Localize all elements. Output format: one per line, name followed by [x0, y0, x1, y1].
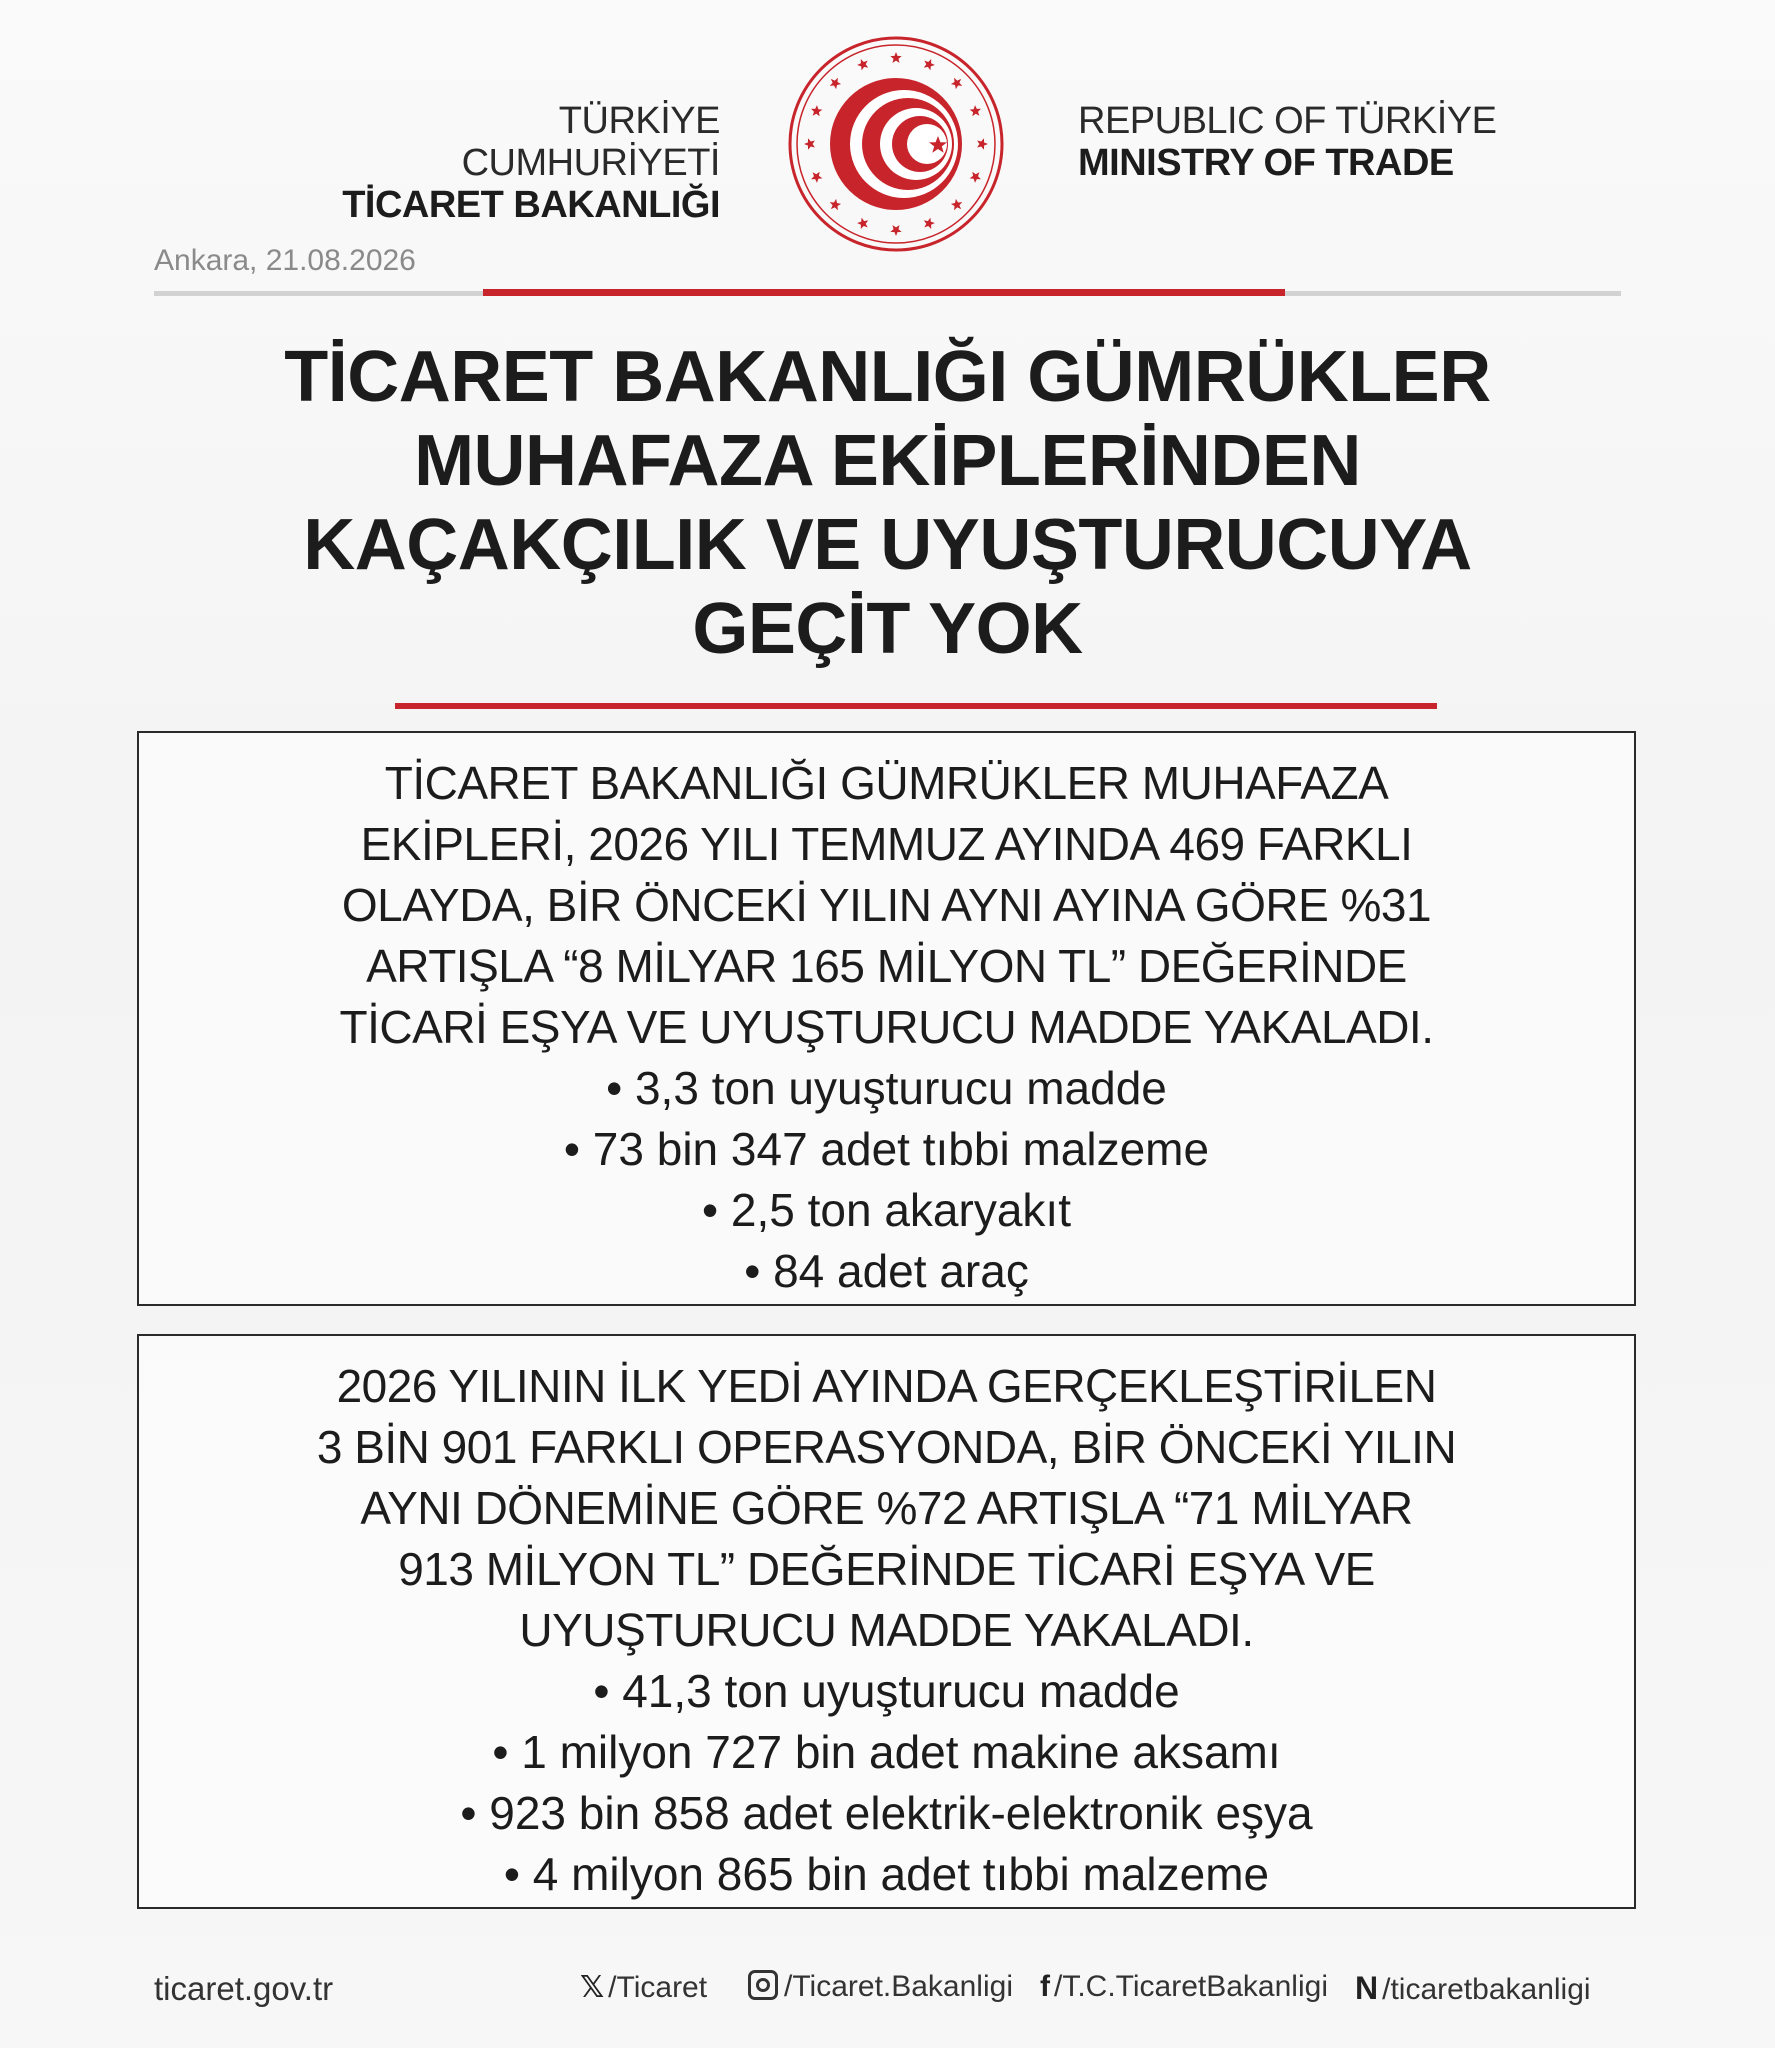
seal-star-icon — [951, 78, 962, 89]
seal-star-icon — [977, 138, 988, 149]
list-item: • 41,3 ton uyuşturucu madde — [593, 1665, 1180, 1717]
header-left-line2: TİCARET BAKANLIĞI — [342, 184, 720, 226]
x-handle: /Ticaret — [608, 1971, 708, 2004]
seal-star-icon — [811, 105, 822, 116]
header-right-line1: REPUBLIC OF TÜRKİYE — [1078, 100, 1497, 142]
nsosyal-handle: /ticaretbakanligi — [1382, 1973, 1591, 2006]
instagram-social-link[interactable] — [748, 1970, 1013, 2004]
title-line: TİCARET BAKANLIĞI GÜMRÜKLER — [284, 337, 1491, 417]
header-left-line1: TÜRKİYE CUMHURİYETİ — [461, 100, 720, 184]
list-item: • 3,3 ton uyuşturucu madde — [606, 1062, 1167, 1114]
seal-star-icon — [804, 138, 815, 149]
summary-line: AYNI DÖNEMİNE GÖRE %72 ARTIŞLA “71 MİLYAR — [360, 1482, 1413, 1534]
seal-star-icon — [830, 199, 841, 210]
press-date: Ankara, 21.08.2026 — [154, 244, 416, 277]
list-item: • 73 bin 347 adet tıbbi malzeme — [563, 1123, 1210, 1175]
summary-line: ARTIŞLA “8 MİLYAR 165 MİLYON TL” DEĞERİNDE — [366, 940, 1407, 992]
seal-star-icon — [970, 172, 981, 183]
july-stats-box — [137, 731, 1636, 1306]
seal-star-icon — [890, 52, 901, 63]
x-logo-icon: 𝕏 — [580, 1971, 605, 2004]
header-right-line2: MINISTRY OF TRADE — [1078, 142, 1454, 184]
seal-star-icon — [951, 199, 962, 210]
header-divider-red — [483, 289, 1285, 296]
list-item: • 84 adet araç — [744, 1245, 1029, 1297]
header-left — [300, 100, 720, 226]
facebook-handle: /T.C.TicaretBakanligi — [1054, 1970, 1328, 2003]
x-social-link[interactable] — [580, 1970, 707, 2005]
seal-star-icon — [830, 78, 841, 89]
header-right — [1078, 100, 1538, 184]
summary-line: EKİPLERİ, 2026 YILI TEMMUZ AYINDA 469 FARKLI — [360, 818, 1413, 870]
seal-star-icon — [890, 225, 901, 236]
seal-star-icon — [924, 218, 935, 229]
facebook-social-link[interactable] — [1040, 1970, 1328, 2004]
list-item: • 2,5 ton akaryakıt — [702, 1184, 1071, 1236]
seal-star-icon — [857, 59, 868, 70]
list-item: • 4 milyon 865 bin adet tıbbi malzeme — [503, 1848, 1270, 1900]
summary-line: UYUŞTURUCU MADDE YAKALADI. — [519, 1604, 1254, 1656]
title-divider-red — [395, 703, 1437, 709]
facebook-logo-icon: f — [1040, 1970, 1050, 2003]
instagram-logo-icon — [748, 1970, 778, 2000]
summary-line: TİCARİ EŞYA VE UYUŞTURUCU MADDE YAKALADI. — [339, 1001, 1434, 1053]
summary-line: 3 BİN 901 FARKLI OPERASYONDA, BİR ÖNCEKİ YILIN — [316, 1421, 1457, 1473]
list-item: • 1 milyon 727 bin adet makine aksamı — [492, 1726, 1281, 1778]
seal-star-icon — [970, 105, 981, 116]
summary-line: OLAYDA, BİR ÖNCEKİ YILIN AYNI AYINA GÖRE %31 — [341, 879, 1432, 931]
instagram-handle: /Ticaret.Bakanligi — [784, 1970, 1013, 2003]
summary-line: TİCARET BAKANLIĞI GÜMRÜKLER MUHAFAZA — [384, 757, 1389, 809]
title-line: KAÇAKÇILIK VE UYUŞTURUCUYA — [303, 505, 1472, 585]
seal-star-icon — [924, 59, 935, 70]
list-item: • 923 bin 858 adet elektrik-elektronik eşya — [460, 1787, 1313, 1839]
seven-month-stats-box — [137, 1334, 1636, 1909]
page-title — [160, 335, 1615, 671]
summary-line: 2026 YILININ İLK YEDİ AYINDA GERÇEKLEŞTİRİLEN — [336, 1360, 1437, 1412]
title-line: MUHAFAZA EKİPLERİNDEN — [414, 421, 1361, 501]
ministry-seal-icon — [786, 34, 1006, 254]
seal-star-icon — [811, 172, 822, 183]
seven-month-summary — [179, 1356, 1594, 1661]
title-line: GEÇİT YOK — [692, 589, 1083, 669]
july-summary — [179, 753, 1594, 1058]
website-link[interactable]: ticaret.gov.tr — [154, 1970, 334, 2007]
nsosyal-logo-icon: N — [1355, 1970, 1379, 2006]
summary-line: 913 MİLYON TL” DEĞERİNDE TİCARİ EŞYA VE — [398, 1543, 1375, 1595]
seal-star-icon — [857, 218, 868, 229]
nsosyal-social-link[interactable] — [1355, 1970, 1591, 2007]
